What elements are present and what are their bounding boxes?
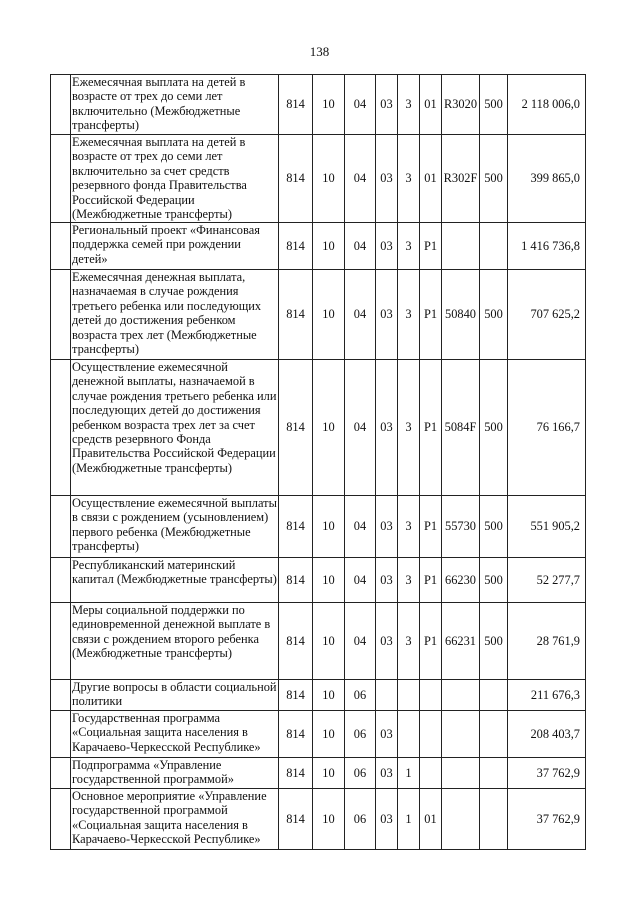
amount: 37 762,9 — [508, 758, 586, 789]
subsection-code: 04 — [345, 270, 376, 360]
ministry-code: 814 — [279, 270, 313, 360]
amount: 76 166,7 — [508, 360, 586, 496]
empty-cell — [51, 496, 71, 558]
ministry-code: 814 — [279, 680, 313, 711]
subprogram-code: 1 — [398, 789, 420, 850]
empty-cell — [51, 223, 71, 270]
direction-code: R302F — [442, 135, 480, 223]
direction-code — [442, 758, 480, 789]
subprogram-code: 3 — [398, 135, 420, 223]
expense-type-code: 500 — [480, 135, 508, 223]
row-name: Ежемесячная денежная выплата, назначаемая в случае рождения третьего ребенка или последующих детей до достижения ребенком возраста трех лет (Межбюджетные трансферты) — [71, 270, 279, 360]
event-code — [420, 711, 442, 758]
subsection-code: 04 — [345, 360, 376, 496]
ministry-code: 814 — [279, 360, 313, 496]
section-code: 10 — [313, 135, 345, 223]
table-row — [51, 223, 586, 270]
budget-table — [50, 74, 586, 850]
table-row — [51, 680, 586, 711]
expense-type-code: 500 — [480, 360, 508, 496]
subsection-code: 04 — [345, 496, 376, 558]
table-row — [51, 758, 586, 789]
section-code: 10 — [313, 223, 345, 270]
table-row — [51, 135, 586, 223]
row-name: Другие вопросы в области социальной политики — [71, 680, 279, 711]
event-code: 01 — [420, 789, 442, 850]
empty-cell — [51, 758, 71, 789]
expense-type-code: 500 — [480, 75, 508, 135]
empty-cell — [51, 360, 71, 496]
row-name: Региональный проект «Финансовая поддержка семей при рождении детей» — [71, 223, 279, 270]
event-code: P1 — [420, 603, 442, 680]
program-code: 03 — [376, 360, 398, 496]
expense-type-code — [480, 223, 508, 270]
amount: 707 625,2 — [508, 270, 586, 360]
table-row — [51, 270, 586, 360]
subprogram-code — [398, 711, 420, 758]
program-code: 03 — [376, 603, 398, 680]
budget-table-body — [51, 75, 586, 850]
program-code: 03 — [376, 711, 398, 758]
amount: 1 416 736,8 — [508, 223, 586, 270]
subprogram-code: 3 — [398, 270, 420, 360]
subsection-code: 04 — [345, 135, 376, 223]
empty-cell — [51, 558, 71, 603]
program-code: 03 — [376, 223, 398, 270]
table-row — [51, 789, 586, 850]
event-code: 01 — [420, 135, 442, 223]
program-code: 03 — [376, 496, 398, 558]
subprogram-code: 3 — [398, 558, 420, 603]
table-row — [51, 75, 586, 135]
table-row — [51, 711, 586, 758]
section-code: 10 — [313, 75, 345, 135]
subprogram-code: 1 — [398, 758, 420, 789]
amount: 52 277,7 — [508, 558, 586, 603]
page-number: 138 — [309, 44, 330, 59]
empty-cell — [51, 789, 71, 850]
row-name: Основное мероприятие «Управление государственной программой «Социальная защита населения в Карачаево-Черкесской Республике» — [71, 789, 279, 850]
expense-type-code: 500 — [480, 270, 508, 360]
section-code: 10 — [313, 603, 345, 680]
empty-cell — [51, 603, 71, 680]
row-name: Государственная программа «Социальная защита населения в Карачаево-Черкесской Республике» — [71, 711, 279, 758]
expense-type-code: 500 — [480, 603, 508, 680]
ministry-code: 814 — [279, 603, 313, 680]
subsection-code: 06 — [345, 789, 376, 850]
section-code: 10 — [313, 758, 345, 789]
table-row — [51, 360, 586, 496]
direction-code: 66230 — [442, 558, 480, 603]
direction-code — [442, 680, 480, 711]
event-code: 01 — [420, 75, 442, 135]
amount: 551 905,2 — [508, 496, 586, 558]
program-code: 03 — [376, 135, 398, 223]
event-code — [420, 680, 442, 711]
section-code: 10 — [313, 711, 345, 758]
direction-code — [442, 789, 480, 850]
ministry-code: 814 — [279, 758, 313, 789]
row-name: Подпрограмма «Управление государственной программой» — [71, 758, 279, 789]
ministry-code: 814 — [279, 135, 313, 223]
program-code: 03 — [376, 270, 398, 360]
expense-type-code: 500 — [480, 496, 508, 558]
program-code: 03 — [376, 789, 398, 850]
row-name: Ежемесячная выплата на детей в возрасте от трех до семи лет включительно за счет средств резервного фонда Правительства Российской Федерации (Межбюджетные трансферты) — [71, 135, 279, 223]
amount: 399 865,0 — [508, 135, 586, 223]
amount: 37 762,9 — [508, 789, 586, 850]
ministry-code: 814 — [279, 223, 313, 270]
subsection-code: 04 — [345, 603, 376, 680]
section-code: 10 — [313, 496, 345, 558]
table-row — [51, 496, 586, 558]
subsection-code: 04 — [345, 223, 376, 270]
section-code: 10 — [313, 680, 345, 711]
row-name: Ежемесячная выплата на детей в возрасте от трех до семи лет включительно (Межбюджетные трансферты) — [71, 75, 279, 135]
expense-type-code — [480, 711, 508, 758]
program-code: 03 — [376, 75, 398, 135]
amount: 208 403,7 — [508, 711, 586, 758]
expense-type-code — [480, 758, 508, 789]
amount: 2 118 006,0 — [508, 75, 586, 135]
ministry-code: 814 — [279, 558, 313, 603]
program-code: 03 — [376, 558, 398, 603]
event-code: P1 — [420, 360, 442, 496]
direction-code: 66231 — [442, 603, 480, 680]
expense-type-code — [480, 789, 508, 850]
section-code: 10 — [313, 558, 345, 603]
subprogram-code: 3 — [398, 360, 420, 496]
row-name: Меры социальной поддержки по единовременной денежной выплате в связи с рождением второго ребенка (Межбюджетные трансферты) — [71, 603, 279, 680]
ministry-code: 814 — [279, 496, 313, 558]
direction-code: 5084F — [442, 360, 480, 496]
direction-code — [442, 711, 480, 758]
table-row — [51, 603, 586, 680]
program-code: 03 — [376, 758, 398, 789]
empty-cell — [51, 680, 71, 711]
empty-cell — [51, 270, 71, 360]
row-name: Осуществление ежемесячной выплаты в связи с рождением (усыновлением) первого ребенка (Межбюджетные трансферты) — [71, 496, 279, 558]
amount: 211 676,3 — [508, 680, 586, 711]
event-code: P1 — [420, 223, 442, 270]
subprogram-code: 3 — [398, 496, 420, 558]
table-row — [51, 558, 586, 603]
subsection-code: 06 — [345, 680, 376, 711]
empty-cell — [51, 135, 71, 223]
subprogram-code: 3 — [398, 223, 420, 270]
event-code: P1 — [420, 270, 442, 360]
row-name: Осуществление ежемесячной денежной выплаты, назначаемой в случае рождения третьего ребенка или последующих детей до достижения ребенком возраста трех лет за счет средств резервного Фонда Правительства Российской Федерации (Межбюджетные трансферты) — [71, 360, 279, 496]
ministry-code: 814 — [279, 711, 313, 758]
subsection-code: 04 — [345, 558, 376, 603]
subsection-code: 06 — [345, 758, 376, 789]
subprogram-code — [398, 680, 420, 711]
direction-code: 55730 — [442, 496, 480, 558]
ministry-code: 814 — [279, 789, 313, 850]
subsection-code: 04 — [345, 75, 376, 135]
empty-cell — [51, 711, 71, 758]
expense-type-code — [480, 680, 508, 711]
subprogram-code: 3 — [398, 603, 420, 680]
direction-code — [442, 223, 480, 270]
expense-type-code: 500 — [480, 558, 508, 603]
section-code: 10 — [313, 360, 345, 496]
event-code: P1 — [420, 558, 442, 603]
program-code — [376, 680, 398, 711]
amount: 28 761,9 — [508, 603, 586, 680]
subprogram-code: 3 — [398, 75, 420, 135]
section-code: 10 — [313, 789, 345, 850]
ministry-code: 814 — [279, 75, 313, 135]
event-code — [420, 758, 442, 789]
event-code: P1 — [420, 496, 442, 558]
empty-cell — [51, 75, 71, 135]
section-code: 10 — [313, 270, 345, 360]
row-name: Республиканский материнский капитал (Межбюджетные трансферты) — [71, 558, 279, 603]
subsection-code: 06 — [345, 711, 376, 758]
direction-code: 50840 — [442, 270, 480, 360]
direction-code: R3020 — [442, 75, 480, 135]
